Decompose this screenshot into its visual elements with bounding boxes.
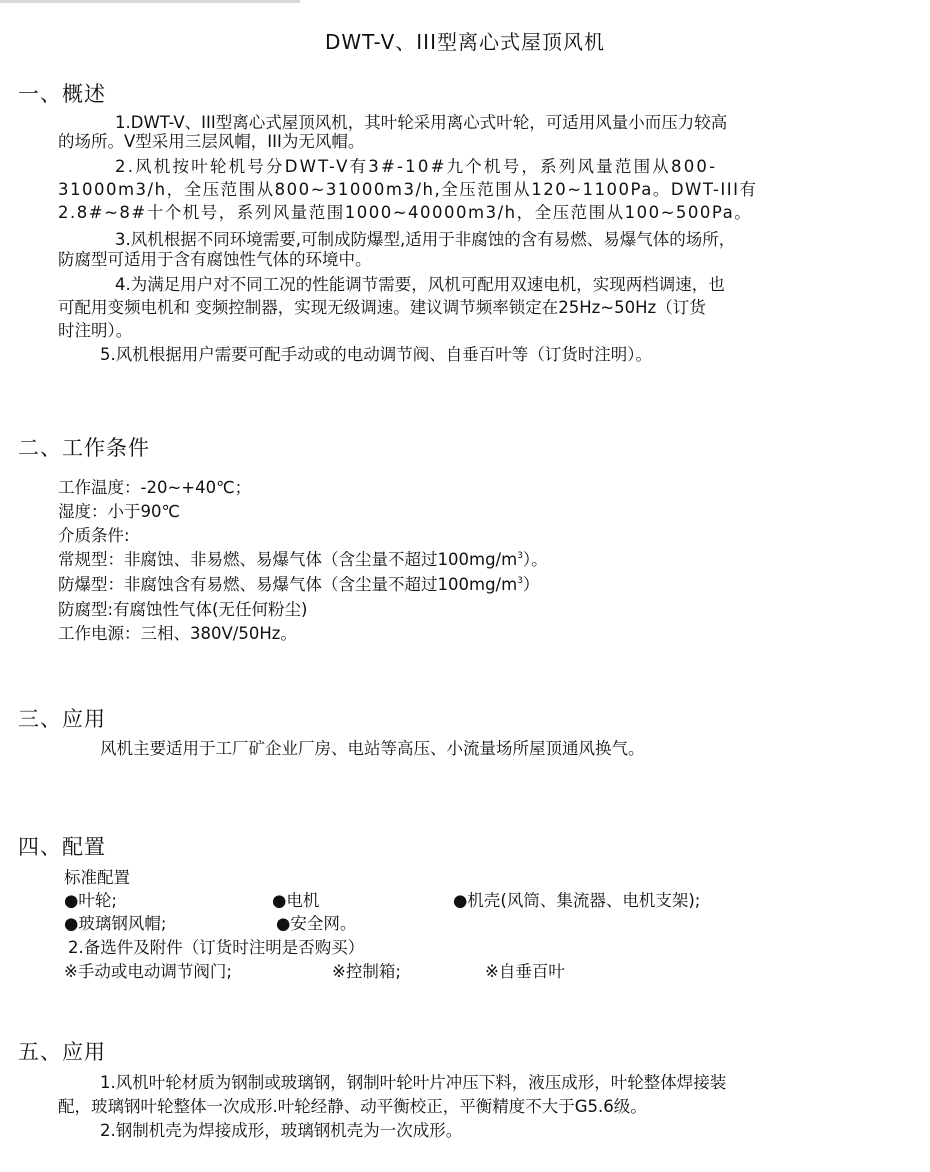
temperature-text: 工作温度：-20~+40℃； bbox=[58, 478, 252, 497]
config-item-fiberglass-hood: ●玻璃钢风帽; bbox=[64, 914, 167, 933]
overview-line: 的场所。V型采用三层风帽，III为无风帽。 bbox=[58, 132, 365, 151]
overview-line: 时注明）。 bbox=[58, 321, 133, 340]
spare-parts-label: 2.备选件及附件（订货时注明是否购买） bbox=[68, 938, 365, 957]
overview-line: 可配用变频电机和 变频控制器，实现无级调速。建议调节频率锁定在25Hz~50Hz（订货 bbox=[58, 298, 706, 317]
section-heading-configuration: 四、配置 bbox=[18, 835, 106, 859]
power-text: 工作电源：三相、380V/50Hz。 bbox=[58, 624, 297, 643]
standard-config-label: 标准配置 bbox=[64, 868, 130, 887]
overview-line: 4.为满足用户对不同工况的性能调节需要，风机可配用双速电机，实现两档调速，也 bbox=[115, 275, 725, 294]
manufacturing-line: 配，玻璃钢叶轮整体一次成形.叶轮经静、动平衡校正，平衡精度不大于G5.6级。 bbox=[58, 1097, 647, 1116]
explosion-proof-text: 防爆型：非腐蚀含有易燃、易爆气体（含尘量不超过$100mg/m^3$） bbox=[58, 575, 540, 594]
application-text: 风机主要适用于工厂矿企业厂房、电站等高压、小流量场所屋顶通风换气。 bbox=[100, 739, 645, 758]
overview-line: 2.风机按叶轮机号分DWT-V有3#-10#九个机号，系列风量范围从800- bbox=[115, 157, 718, 176]
top-decoration-strip bbox=[0, 0, 300, 3]
overview-line: 3.风机根据不同环境需要,可制成防爆型,适用于非腐蚀的含有易燃、易爆气体的场所， bbox=[115, 230, 736, 249]
config-item-casing: ●机壳(风筒、集流器、电机支架); bbox=[453, 891, 701, 910]
spare-item-control-box: ※控制箱; bbox=[332, 962, 401, 981]
overview-line: 31000m3/h，全压范围从800~31000m3/h,全压范围从120~1100Pa。DWT-III有 bbox=[58, 180, 758, 199]
medium-label: 介质条件: bbox=[58, 526, 130, 545]
overview-line: 5.风机根据用户需要可配手动或的电动调节阀、自垂百叶等（订货时注明）。 bbox=[100, 345, 652, 364]
overview-line: 1.DWT-V、III型离心式屋顶风机，其叶轮采用离心式叶轮，可适用风量小而压力较高 bbox=[115, 113, 728, 132]
section-heading-manufacturing: 五、应用 bbox=[18, 1040, 106, 1064]
humidity-text: 湿度：小于90℃ bbox=[58, 502, 181, 521]
normal-type-text: 常规型：非腐蚀、非易燃、易爆气体（含尘量不超过$100mg/m^3$）。 bbox=[58, 550, 548, 569]
manufacturing-line: 2.钢制机壳为焊接成形，玻璃钢机壳为一次成形。 bbox=[100, 1121, 463, 1140]
section-heading-application: 三、应用 bbox=[18, 707, 106, 731]
overview-line: 2.8#~8#十个机号，系列风量范围1000~40000m3/h，全压范围从100~500Pa。 bbox=[58, 203, 753, 222]
config-item-motor: ●电机 bbox=[272, 891, 320, 910]
anticorrosion-text: 防腐型:有腐蚀性气体(无任何粉尘) bbox=[58, 600, 308, 619]
manufacturing-line: 1.风机叶轮材质为钢制或玻璃钢，钢制叶轮叶片冲压下料，液压成形，叶轮整体焊接装 bbox=[100, 1073, 727, 1092]
config-item-impeller: ●叶轮; bbox=[64, 891, 117, 910]
overview-line: 防腐型可适用于含有腐蚀性气体的环境中。 bbox=[58, 250, 372, 269]
spare-item-shutter: ※自垂百叶 bbox=[485, 962, 565, 981]
section-heading-overview: 一、概述 bbox=[18, 82, 106, 106]
config-item-safety-net: ●安全网。 bbox=[276, 914, 357, 933]
spare-item-valve: ※手动或电动调节阀门; bbox=[64, 962, 232, 981]
section-heading-conditions: 二、工作条件 bbox=[18, 436, 150, 460]
page-title: DWT-V、III型离心式屋顶风机 bbox=[325, 30, 605, 54]
